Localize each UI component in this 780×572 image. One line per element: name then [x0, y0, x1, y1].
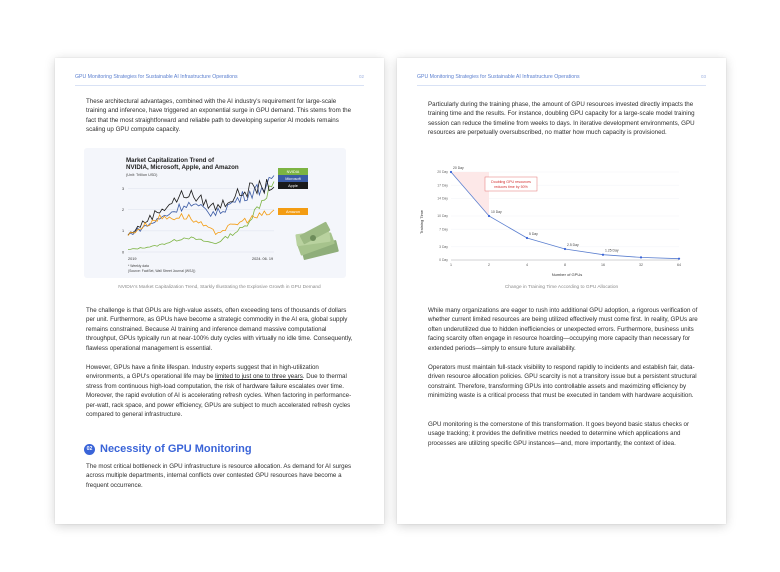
running-header: [417, 74, 706, 84]
y-tick-label: 3: [122, 186, 125, 191]
series-line-apple: [128, 179, 274, 235]
text-run: However, GPUs have a finite lifespan. Industry experts suggest that in high-utilization environments, a GPU's operational life may be: [86, 364, 319, 381]
y-tick-label: 0: [122, 250, 125, 255]
paragraph: While many organizations are eager to rush into additional GPU adoption, a rigorous verification of whether current limited resources are being utilized effectively must come first. In reality, GPUs are often underutilized due to hidden inefficiencies or unexpected errors. Furthermore, business units facing scarcity often engage in resource hoarding—occupying more capacity than necessary for extended periods—simply to ensure future availability.: [428, 307, 698, 352]
annotation-line2: reduces time by 50%: [494, 185, 528, 189]
figure-caption: Change in Training Time According to GPU Allocation: [504, 285, 619, 290]
x-tick-label: 8: [564, 263, 566, 267]
legend-microsoft-label: Microsoft: [285, 177, 301, 181]
legend-nvidia-label: NVIDIA: [286, 170, 300, 174]
x-tick-label: 2: [488, 263, 490, 267]
y-axis-ticks: [122, 187, 124, 254]
point-label: 20 Day: [453, 166, 464, 170]
y-tick-label: 2: [122, 208, 125, 213]
legend-apple-label: Apple: [288, 184, 298, 188]
y-tick-label: 7 Day: [439, 227, 448, 232]
money-stack-illustration: [295, 222, 339, 261]
point-label: 1.25 Day: [605, 248, 619, 253]
text-run: . Due to thermal stress from continuous high-load computation, the risk of hardware failure escalates over time. Moreover, the rapid evolution of AI is accelerating refresh cycles. When factoring in performance-per-watt, rack space, and power efficiency, GPUs are subject to much accelerated refresh cycles compared to general infrastructure.: [86, 373, 352, 419]
market-cap-figure: [84, 148, 346, 278]
y-tick-label: 14 Day: [437, 196, 448, 201]
x-tick-end: 2024. 06. 19: [252, 257, 274, 261]
figure-caption: NVIDIA's Market Capitalization Trend, Starkly Illustrating the Explosive Growth in GPU Demand: [118, 285, 321, 290]
series-line-amazon: [128, 210, 274, 236]
x-tick-label: 4: [526, 263, 528, 267]
point-label: 5 Day: [529, 232, 538, 236]
chart-note: * Weekly data: [128, 264, 149, 268]
x-tick-label: 32: [639, 263, 643, 267]
y-tick-label: 1: [122, 229, 125, 234]
page-number: 02: [358, 74, 364, 79]
header-divider: [75, 85, 364, 86]
data-point: [678, 258, 680, 260]
data-point: [602, 254, 604, 256]
training-time-chart: [417, 164, 707, 288]
section-number-badge: 02: [84, 444, 95, 455]
y-axis-label: Training Time: [419, 209, 424, 235]
annotation-line1: Doubling GPU resources: [491, 180, 531, 184]
section-title: Necessity of GPU Monitoring: [100, 443, 252, 455]
paragraph: Operators must maintain full-stack visibility to respond rapidly to incidents and establish fair, data-driven resource allocation policies. GPU scarcity is not a transitory issue but a persistent structural constraint. Therefore, transforming GPUs into controllable assets and maximizing efficiency by minimizing waste is a critical process that must be executed in tandem with hardware acquisition.: [428, 364, 697, 400]
x-tick-start: 2019: [128, 257, 137, 261]
paragraph: [86, 363, 356, 419]
x-axis-label: Number of GPUs: [551, 272, 583, 277]
legend-amazon-label: Amazon: [286, 210, 300, 214]
header-title: GPU Monitoring Strategies for Sustainable AI Infrastructure Operations: [75, 74, 238, 80]
series-line-microsoft: [128, 176, 274, 235]
document-page-right: [397, 58, 726, 524]
chart-title-line1: Market Capitalization Trend of: [126, 157, 215, 164]
series-lines: [128, 176, 274, 250]
underlined-text: limited to just one to three years: [215, 373, 303, 381]
paragraph: The challenge is that GPUs are high-value assets, often exceeding tens of thousands of dollars per unit. Furthermore, as GPUs have become a strategic commodity in the AI era, global supply remains constrained. Because AI training and inference demand massive computational throughput, GPUs typically run at near-100% duty cycles with virtually no idle time. Consequently, flawless operational management is essential.: [86, 307, 353, 352]
chart-title-line2: NVIDIA, Microsoft, Apple, and Amazon: [126, 164, 239, 171]
header-title: GPU Monitoring Strategies for Sustainable AI Infrastructure Operations: [417, 74, 580, 80]
x-tick-label: 1: [450, 263, 452, 267]
y-tick-label: 3 Day: [439, 245, 448, 249]
data-point: [564, 248, 566, 250]
paragraph: Particularly during the training phase, the amount of GPU resources invested directly impacts the training time and the results. For instance, doubling GPU capacity for a large-scale model training session can reduce the timeline from weeks to days. In iterative development environments, GPU resources are perpetually oversubscribed, no matter how much capacity is provisioned.: [428, 101, 695, 137]
data-point: [526, 237, 528, 239]
market-cap-chart: [84, 148, 346, 278]
data-point: [450, 171, 452, 173]
y-tick-label: 0 Day: [439, 258, 448, 263]
paragraph: These architectural advantages, combined with the AI industry's requirement for large-scale training and inference, have triggered an exponential surge in GPU demand. This stems from the fact that the most straightforward and reliable path to developing superior AI models remains scaling up GPU compute capacity.: [86, 98, 352, 134]
chart-unit: (Unit: Trillion USD): [126, 173, 158, 177]
y-tick-label: 20 Day: [437, 170, 448, 175]
running-header: [75, 74, 364, 84]
paragraph: The most critical bottleneck in GPU infrastructure is resource allocation. As demand for AI surges across multiple departments, internal conflicts over contested GPU resources have become a frequent occurrence.: [86, 463, 352, 489]
y-tick-label: 10 Day: [437, 214, 448, 219]
data-point: [640, 256, 642, 258]
x-tick-label: 64: [677, 263, 681, 267]
page-number: 03: [700, 74, 706, 79]
chart-source: (Source: FactSet, Wall Street Journal (WSJ)): [128, 269, 196, 273]
header-divider: [417, 85, 706, 86]
x-tick-label: 16: [601, 263, 605, 267]
point-label: 10 Day: [491, 210, 502, 214]
data-point: [488, 215, 490, 217]
paragraph: GPU monitoring is the cornerstone of this transformation. It goes beyond basic status checks or usage tracking; it provides the definitive metrics needed to determine which applications and processes are utilizing specific GPU instances—and, more importantly, the context of idea.: [428, 421, 690, 447]
section-heading: [84, 442, 252, 456]
y-tick-label: 17 Day: [437, 183, 448, 188]
document-page-left: [55, 58, 384, 524]
point-label: 2.5 Day: [567, 243, 579, 247]
